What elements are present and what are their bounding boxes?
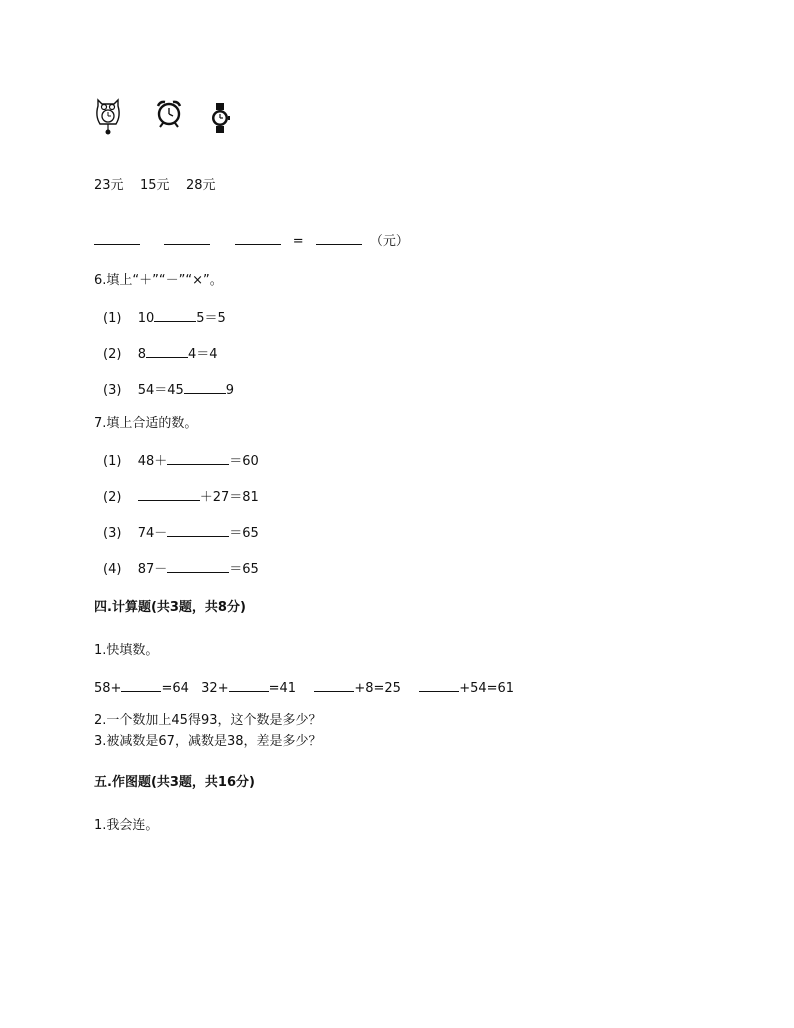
number-blank[interactable] [121,679,161,692]
number-blank[interactable] [167,524,229,537]
s4-q2: 2.一个数加上45得93，这个数是多少？ [94,713,322,728]
q6-item [103,309,226,327]
expr-right: =64 [161,681,189,696]
expr-right: ＝60 [229,454,259,469]
price-wristwatch: 28元 [186,178,216,193]
answer-blank[interactable] [316,232,362,245]
q7-item [103,524,259,542]
section-heading: 四.计算题(共3题，共8分) [94,600,246,615]
item-number: (1) [103,454,122,469]
equals-sign: = [292,234,304,249]
expr-right: +54=61 [459,681,515,696]
item-number: (2) [103,347,122,362]
number-blank[interactable] [229,679,269,692]
price-owl-clock: 23元 [94,178,124,193]
answer-blank[interactable] [235,232,281,245]
item-number: (1) [103,311,122,326]
s4-q3: 3.被减数是67，减数是38，差是多少？ [94,734,322,749]
s4-q1-row [94,679,514,697]
q7-item [103,560,259,578]
unit-label: （元） [369,234,409,249]
answer-blank[interactable] [164,232,210,245]
q7-item [103,488,259,506]
alarm-clock-icon [155,99,183,129]
expr-right: =41 [268,681,297,696]
expr-right: 4＝4 [187,347,218,362]
expr-left: 10 [137,311,155,326]
wristwatch-icon [210,103,230,133]
number-blank[interactable] [167,560,229,573]
expr-left: 58+ [94,681,122,696]
q6-title: 6.填上“＋”“－”“×”。 [94,273,223,288]
q7-item [103,452,259,470]
expr-left: 87－ [137,562,168,577]
q6-item [103,345,218,363]
section-heading: 五.作图题(共3题，共16分) [94,775,255,790]
number-blank[interactable] [167,452,229,465]
s5-q1-title: 1.我会连。 [94,818,159,833]
expr-right: ＋27＝81 [199,490,259,505]
q6-item [103,381,234,399]
operator-blank[interactable] [154,309,196,322]
expr-right: 9 [225,383,235,398]
number-blank[interactable] [138,488,200,501]
operator-blank[interactable] [146,345,188,358]
operator-blank[interactable] [184,381,226,394]
expr-left: 32+ [201,681,229,696]
answer-blank[interactable] [94,232,140,245]
price-equation-row [94,232,409,250]
expr-right: ＝65 [229,562,259,577]
item-number: (2) [103,490,122,505]
item-number: (3) [103,383,122,398]
q7-title: 7.填上合适的数。 [94,416,198,431]
expr-right: ＝65 [229,526,259,541]
owl-clock-icon [94,96,122,136]
price-alarm-clock: 15元 [140,178,170,193]
expr-right: 5＝5 [196,311,226,326]
item-number: (3) [103,526,122,541]
expr-right: +8=25 [354,681,401,696]
expr-left: 54＝45 [137,383,184,398]
number-blank[interactable] [314,679,354,692]
expr-left: 8 [137,347,146,362]
number-blank[interactable] [419,679,459,692]
item-number: (4) [103,562,122,577]
expr-left: 74－ [137,526,168,541]
expr-left: 48＋ [137,454,168,469]
s4-q1-title: 1.快填数。 [94,643,159,658]
